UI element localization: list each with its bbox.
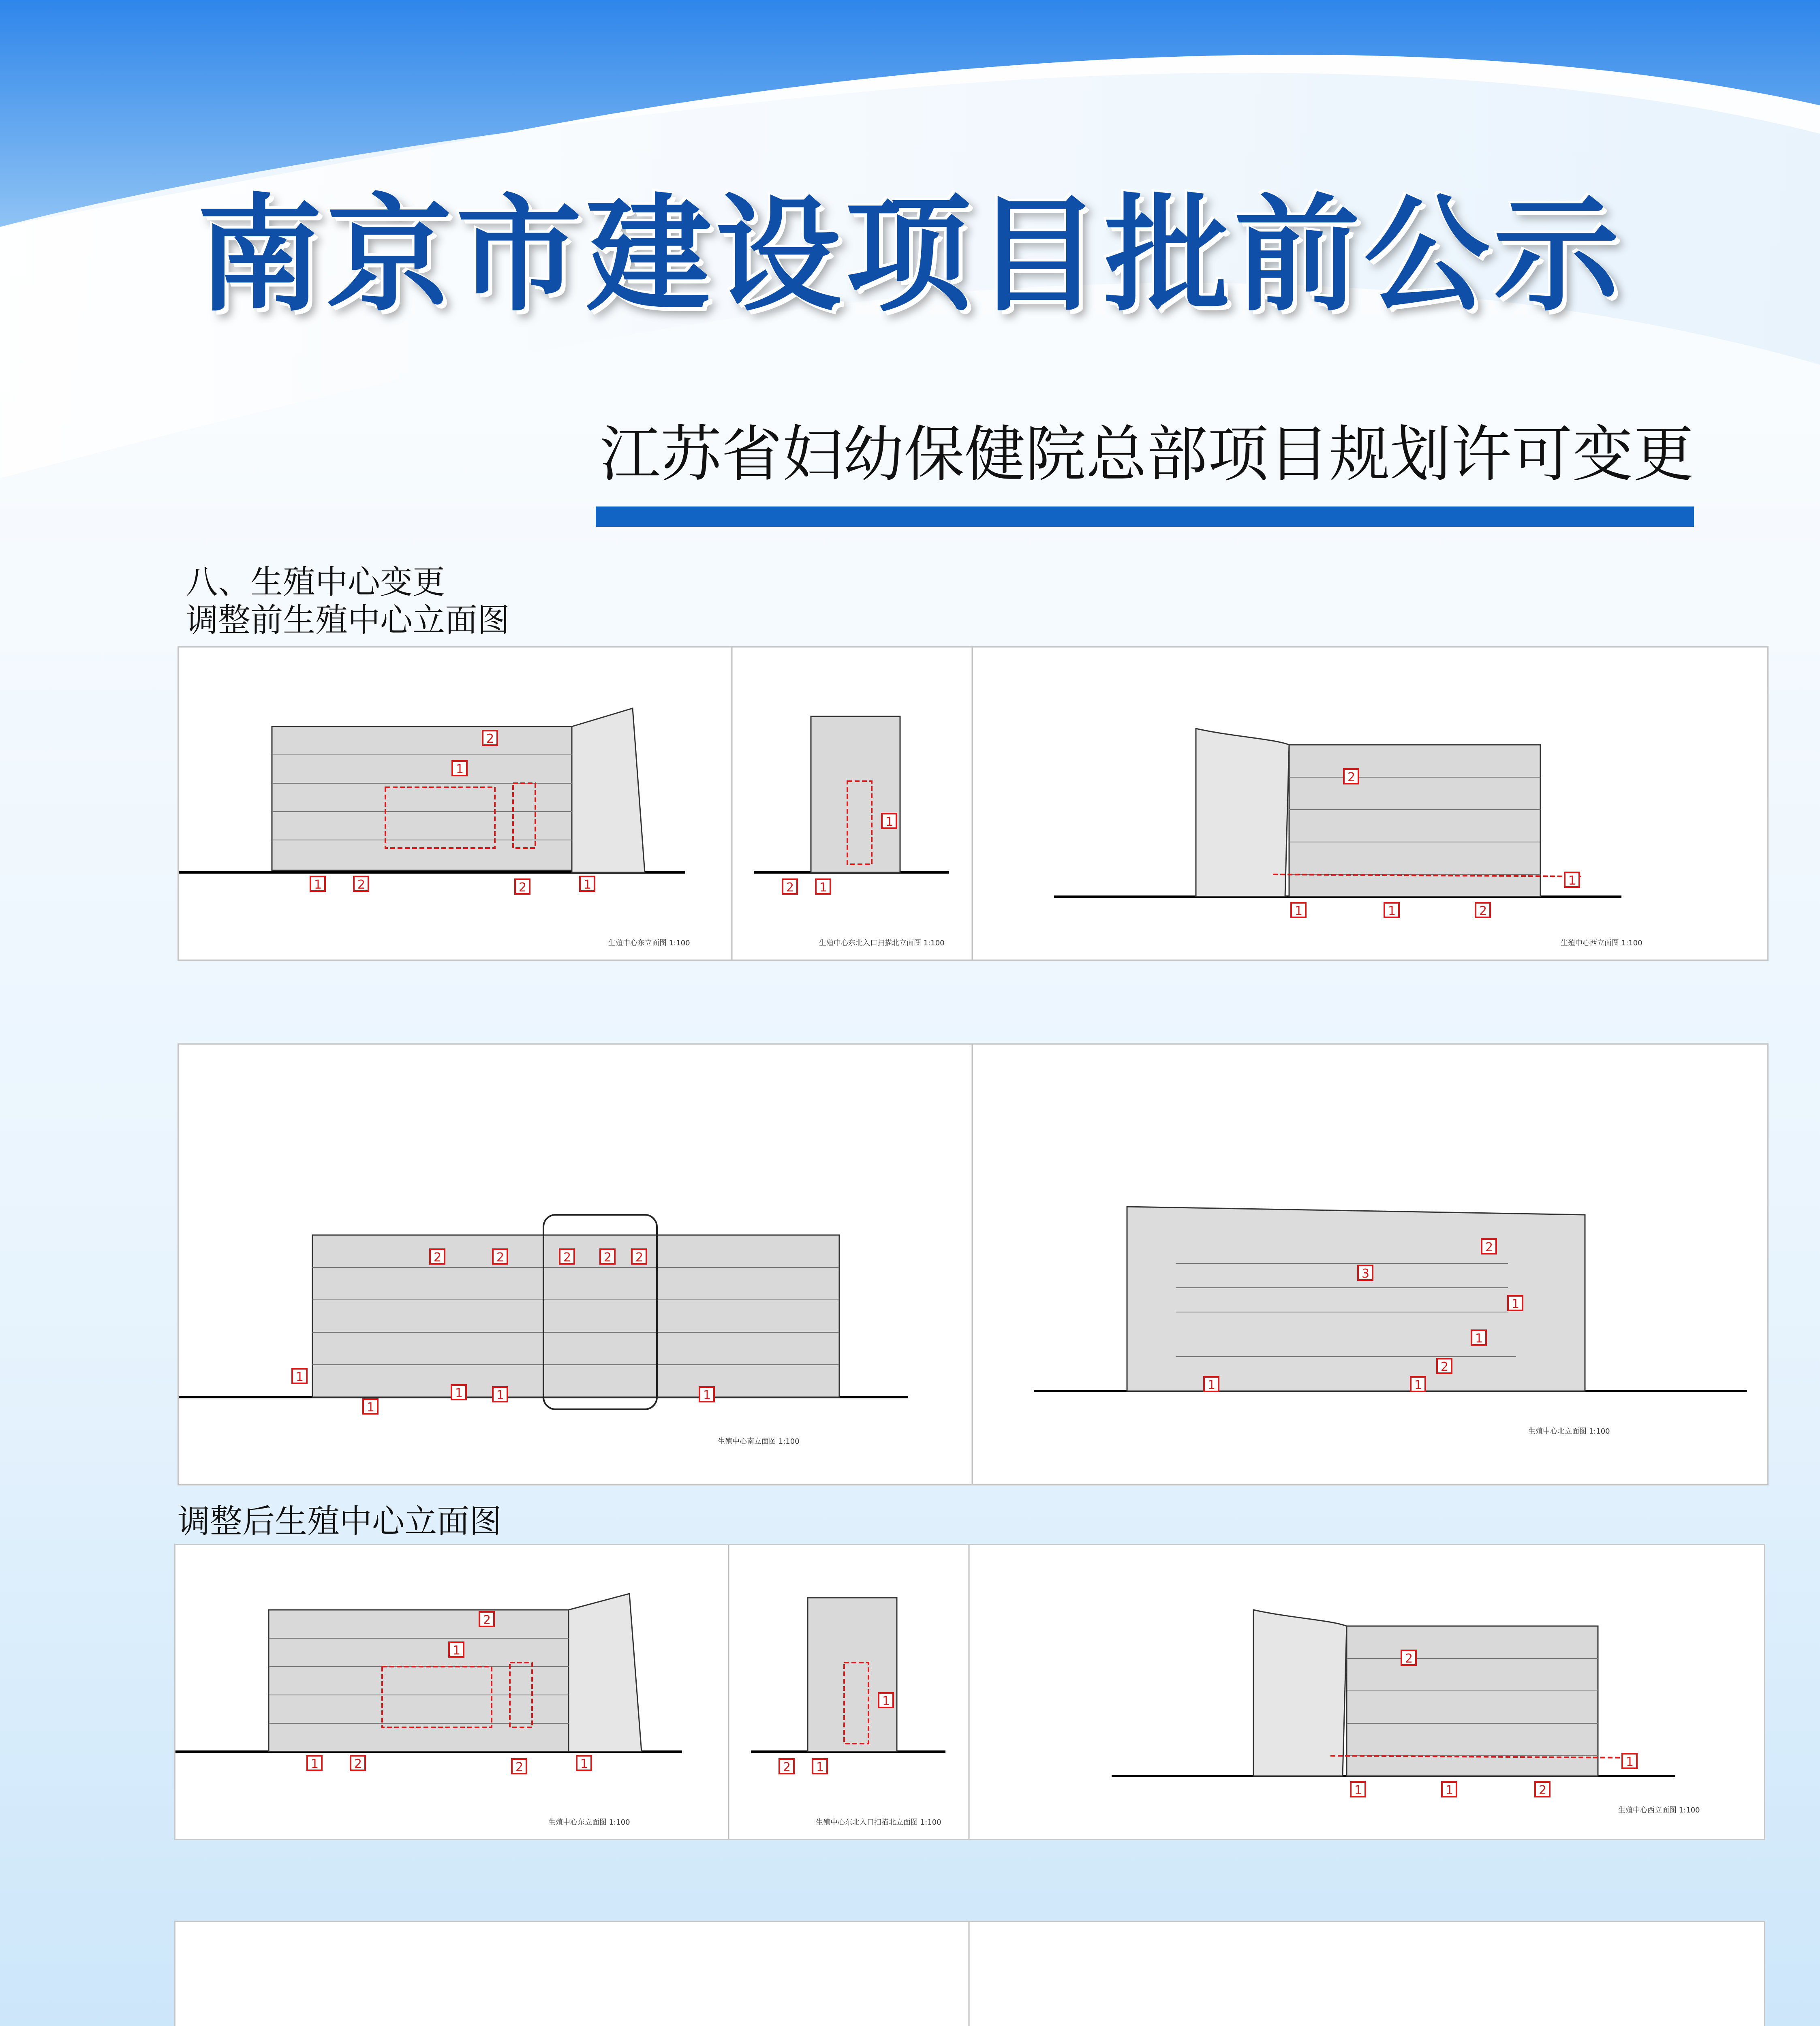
caption-northeast-after: 生殖中心东北入口扫描北立面图 1:100 — [816, 1818, 941, 1827]
svg-text:2: 2 — [515, 1760, 524, 1774]
caption-east-before: 生殖中心东立面图 1:100 — [608, 939, 690, 947]
svg-text:1: 1 — [314, 878, 322, 892]
svg-text:1: 1 — [1446, 1783, 1454, 1797]
svg-text:2: 2 — [1347, 770, 1356, 784]
before-bottom-row-drawings — [179, 1045, 1767, 1484]
svg-text:2: 2 — [483, 1613, 491, 1627]
svg-text:1: 1 — [885, 815, 894, 829]
svg-text:1: 1 — [1414, 1378, 1422, 1392]
section-heading — [186, 563, 510, 639]
caption-east-after: 生殖中心东立面图 1:100 — [548, 1818, 630, 1827]
svg-text:1: 1 — [496, 1388, 505, 1402]
caption-north-before: 生殖中心北立面图 1:100 — [1528, 1427, 1610, 1436]
svg-text:1: 1 — [580, 1757, 588, 1771]
east-elevation-before — [179, 708, 685, 895]
after-top-row-panel — [174, 1544, 1765, 1840]
svg-text:1: 1 — [1475, 1331, 1483, 1346]
svg-text:2: 2 — [1479, 904, 1487, 918]
before-top-row-drawings — [179, 648, 1767, 960]
west-elevation-before — [1054, 729, 1621, 918]
page-title: 南京市建设项目批前公示 — [197, 181, 1623, 329]
svg-text:2: 2 — [1405, 1652, 1413, 1666]
subtitle-underline-bar — [596, 506, 1694, 527]
northeast-elevation-after — [751, 1598, 945, 1774]
svg-text:2: 2 — [486, 732, 494, 746]
svg-text:2: 2 — [1539, 1783, 1547, 1797]
northeast-elevation-before — [754, 716, 949, 895]
svg-text:1: 1 — [456, 762, 464, 776]
west-elevation-after — [1112, 1610, 1675, 1797]
after-bottom-row-panel — [174, 1921, 1765, 2026]
caption-west-after: 生殖中心西立面图 1:100 — [1618, 1806, 1700, 1814]
svg-text:2: 2 — [635, 1250, 644, 1265]
svg-text:2: 2 — [786, 880, 794, 895]
south-elevation-before — [179, 1215, 908, 1415]
svg-text:1: 1 — [455, 1386, 463, 1400]
svg-text:2: 2 — [783, 1760, 791, 1774]
svg-text:1: 1 — [1388, 904, 1396, 918]
svg-text:1: 1 — [584, 878, 592, 892]
svg-text:1: 1 — [367, 1400, 375, 1415]
after-drawings-label: 调整后生殖中心立面图 — [178, 1502, 502, 1540]
svg-text:1: 1 — [453, 1643, 461, 1658]
svg-text:1: 1 — [296, 1370, 304, 1384]
svg-text:2: 2 — [434, 1250, 442, 1265]
svg-text:1: 1 — [1626, 1755, 1634, 1769]
svg-text:1: 1 — [1512, 1297, 1520, 1311]
project-subtitle: 江苏省妇幼保健院总部项目规划许可变更 — [600, 419, 1694, 490]
caption-northeast-before: 生殖中心东北入口扫描北立面图 1:100 — [819, 939, 945, 947]
svg-text:1: 1 — [311, 1757, 319, 1771]
svg-text:2: 2 — [357, 878, 366, 892]
section-number-title: 八、生殖中心变更 — [186, 563, 445, 601]
svg-text:2: 2 — [563, 1250, 571, 1265]
svg-text:2: 2 — [604, 1250, 612, 1265]
svg-text:1: 1 — [882, 1694, 890, 1708]
before-drawings-label: 调整前生殖中心立面图 — [186, 601, 510, 639]
svg-text:3: 3 — [1362, 1267, 1370, 1281]
svg-text:2: 2 — [354, 1757, 362, 1771]
after-bottom-row-drawings — [175, 1922, 1764, 2026]
svg-text:2: 2 — [1441, 1360, 1449, 1374]
svg-text:2: 2 — [496, 1250, 505, 1265]
after-top-row-drawings — [175, 1545, 1764, 1839]
north-elevation-before — [1034, 1207, 1747, 1392]
caption-south-before: 生殖中心南立面图 1:100 — [718, 1437, 800, 1446]
svg-text:1: 1 — [816, 1760, 824, 1774]
svg-text:1: 1 — [1354, 1783, 1362, 1797]
svg-text:2: 2 — [1485, 1240, 1493, 1254]
svg-text:1: 1 — [1295, 904, 1303, 918]
east-elevation-after — [175, 1594, 682, 1774]
svg-text:1: 1 — [1208, 1378, 1216, 1392]
svg-text:1: 1 — [819, 880, 828, 895]
before-top-row-panel — [178, 646, 1769, 961]
svg-text:1: 1 — [1568, 874, 1576, 888]
caption-west-before: 生殖中心西立面图 1:100 — [1561, 939, 1642, 947]
before-bottom-row-panel — [178, 1043, 1769, 1485]
svg-text:2: 2 — [519, 880, 527, 895]
svg-text:1: 1 — [703, 1388, 711, 1402]
